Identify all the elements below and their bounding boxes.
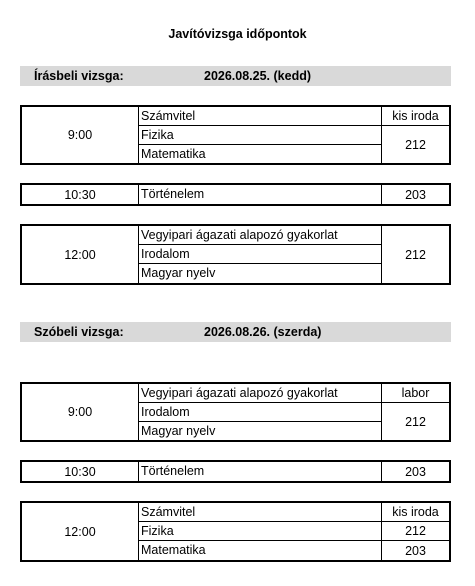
subject-item: Számvitel [138,107,382,126]
room-cell: 203 [405,464,426,479]
subject-list [138,226,382,283]
room-cell: 203 [405,187,426,202]
room-cell: 203 [405,543,426,558]
subject-item: Történelem [141,187,205,201]
room-cell: 212 [382,522,449,541]
room-cell: kis iroda [382,503,449,522]
subject-list [138,384,382,440]
room-cell: kis iroda [382,107,449,126]
subject-item: Fizika [138,522,382,541]
subject-item: Fizika [138,126,382,145]
slot-time: 12:00 [22,503,139,560]
subject-item: Matematika [141,543,206,557]
written-slot-1200 [20,224,451,285]
subject-item: Számvitel [138,503,382,522]
room-column [381,384,449,440]
subject-item: Magyar nyelv [141,424,216,438]
subject-list [138,185,382,204]
room-column [381,462,449,481]
subject-list [138,503,382,560]
oral-slot-1030 [20,460,451,483]
written-exam-header [20,66,451,86]
subject-item: Vegyipari ágazati alapozó gyakorlat [138,384,382,403]
slot-time: 10:30 [22,462,139,481]
subject-item: Irodalom [138,245,382,264]
written-slot-0900 [20,105,451,165]
slot-time: 10:30 [22,185,139,204]
written-slot-1030 [20,183,451,206]
oral-exam-label: Szóbeli vizsga: [34,325,124,339]
room-cell: 212 [405,247,426,262]
room-column [381,226,449,283]
slot-time: 12:00 [22,226,139,283]
subject-item: Matematika [141,147,206,161]
room-column [381,185,449,204]
oral-exam-date: 2026.08.26. (szerda) [204,325,322,339]
room-column [381,503,449,560]
page-title: Javítóvizsga időpontok [168,27,307,41]
oral-exam-header [20,322,451,342]
room-cell: 212 [405,137,426,152]
written-exam-label: Írásbeli vizsga: [34,69,124,83]
oral-slot-0900 [20,382,451,442]
subject-item: Vegyipari ágazati alapozó gyakorlat [138,226,382,245]
slot-time: 9:00 [22,107,139,163]
room-cell: 212 [405,414,426,429]
subject-item: Irodalom [138,403,382,422]
room-cell: labor [382,384,449,403]
room-column [381,107,449,163]
subject-list [138,462,382,481]
subject-item: Történelem [141,464,205,478]
written-exam-date: 2026.08.25. (kedd) [204,69,312,83]
slot-time: 9:00 [22,384,139,440]
subject-item: Magyar nyelv [141,266,216,280]
subject-list [138,107,382,163]
oral-slot-1200 [20,501,451,562]
